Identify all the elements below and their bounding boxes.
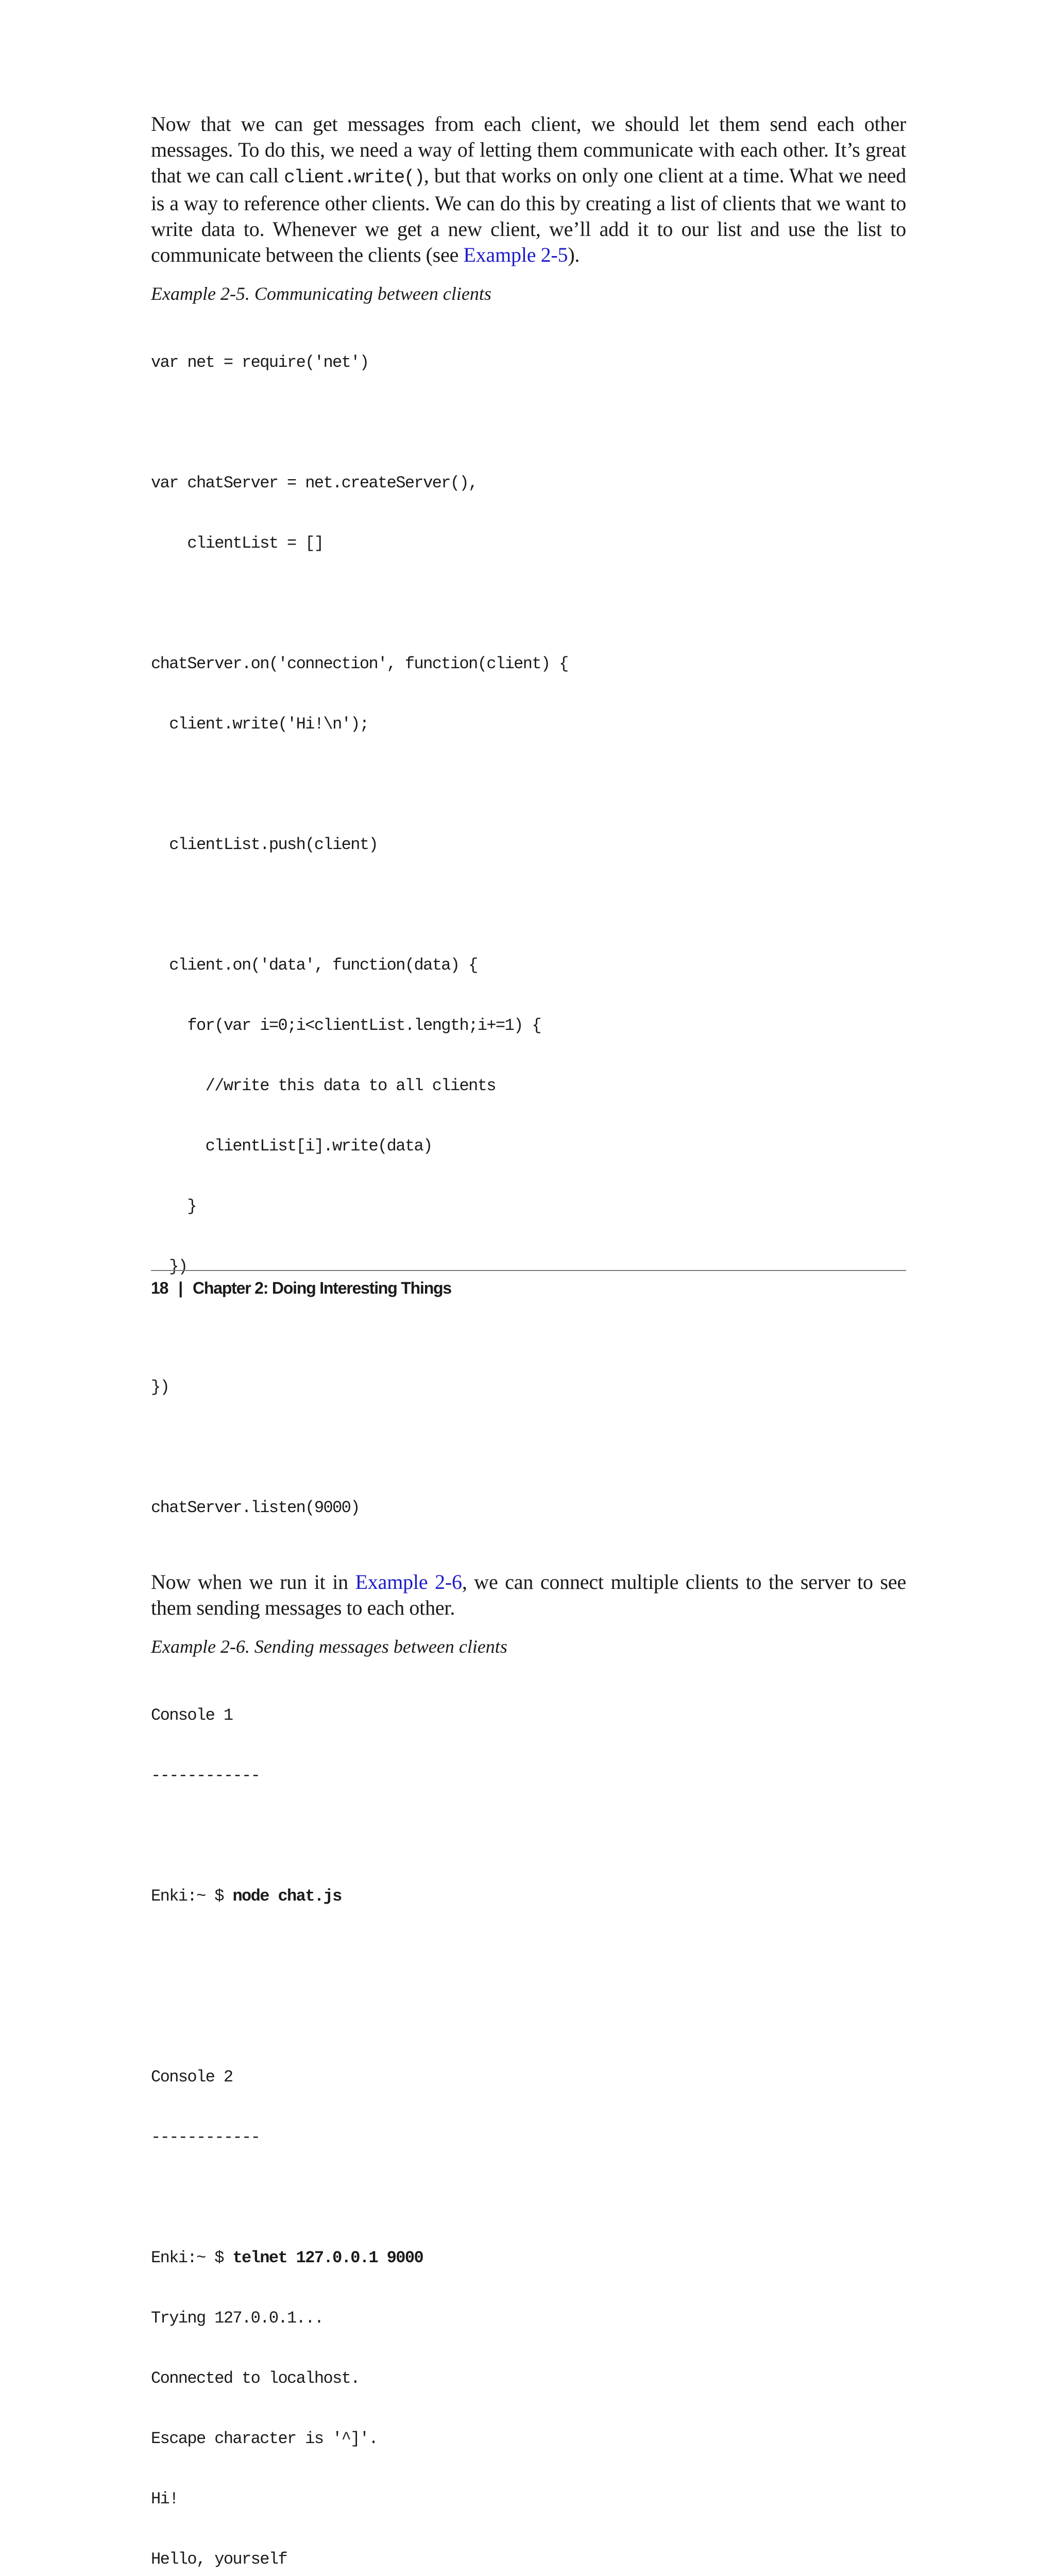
- code-line: var net = require('net'): [151, 353, 369, 372]
- code-line: [151, 1437, 906, 1458]
- code-line: }): [151, 1257, 188, 1276]
- middle-text-2: , we can connect multiple clients to the server to see them sending messages to each other.: [151, 1570, 906, 1619]
- console-output-line: Hi!: [151, 2489, 178, 2509]
- code-line: [151, 413, 906, 433]
- link-example-2-6[interactable]: Example 2-6: [355, 1570, 462, 1594]
- middle-paragraph: [151, 1569, 906, 1621]
- page-content: [151, 111, 906, 2576]
- example-2-6-console: [151, 1665, 906, 2576]
- console-output-line: Escape character is '^]'.: [151, 2429, 378, 2448]
- intro-text-2: , but that works on only one client at a time. What we need is a way to reference other clients. We can do this by creating a list of clients that we want to write data to. Whenever we get a new client, we’ll add it to our list and use the list to communicate between the clients (see: [151, 164, 907, 266]
- code-line: }: [151, 1197, 197, 1216]
- code-line: client.write('Hi!\n');: [151, 715, 369, 734]
- code-line: }): [151, 1378, 169, 1397]
- console-1-prompt: Enki:~ $: [151, 1887, 233, 1906]
- middle-text-1: Now when we run it in: [151, 1570, 355, 1594]
- console-1-title: Console 1: [151, 1706, 233, 1725]
- example-2-6-caption: Example 2-6. Sending messages between clients: [151, 1636, 507, 1657]
- footer-separator: |: [178, 1279, 182, 1297]
- code-line: client.on('data', function(data) {: [151, 956, 478, 975]
- code-line: var chatServer = net.createServer(),: [151, 473, 478, 493]
- inline-code-client-write: client.write(): [284, 167, 424, 188]
- intro-text-3: ).: [568, 243, 580, 266]
- console-2-command-line: [151, 2248, 906, 2268]
- console-2-rule: ------------: [151, 2128, 260, 2147]
- page-footer: [151, 1278, 451, 1298]
- code-line: [151, 895, 906, 915]
- blank-line: [151, 2188, 906, 2208]
- code-line: clientList.push(client): [151, 835, 378, 854]
- example-2-5-code: [151, 312, 906, 1558]
- code-line: //write this data to all clients: [151, 1076, 496, 1095]
- console-output-line: Connected to localhost.: [151, 2369, 360, 2388]
- example-2-5-caption: Example 2-5. Communicating between clients: [151, 283, 491, 304]
- blank-line: [151, 1826, 906, 1846]
- code-line: clientList = []: [151, 534, 324, 553]
- intro-paragraph: [151, 111, 906, 268]
- code-line: chatServer.listen(9000): [151, 1498, 360, 1517]
- blank-line: [151, 1946, 906, 1967]
- code-line: for(var i=0;i<clientList.length;i+=1) {: [151, 1016, 541, 1035]
- console-2-command: telnet 127.0.0.1 9000: [232, 2248, 423, 2267]
- blank-line: [151, 2007, 906, 2027]
- footer-divider: [151, 1270, 906, 1271]
- code-line: chatServer.on('connection', function(client) {: [151, 654, 568, 673]
- console-2-title: Console 2: [151, 2067, 233, 2087]
- link-example-2-5[interactable]: Example 2-5: [463, 243, 568, 266]
- page-number: 18: [151, 1279, 168, 1297]
- console-output-line: Hello, yourself: [151, 2550, 287, 2569]
- code-line: [151, 774, 906, 794]
- console-1-rule: ------------: [151, 1766, 260, 1785]
- code-line: [151, 594, 906, 614]
- console-output-line: Trying 127.0.0.1...: [151, 2309, 324, 2328]
- intro-text-1: Now that we can get messages from each client, we should let them send each other messages. To do this, we need a way of letting them communicate with each other. It’s great that we can call: [151, 112, 906, 187]
- chapter-title: Chapter 2: Doing Interesting Things: [192, 1279, 451, 1297]
- console-1-command: node chat.js: [232, 1887, 342, 1906]
- console-2-prompt: Enki:~ $: [151, 2248, 233, 2267]
- code-line: [151, 1317, 906, 1337]
- console-1-command-line: [151, 1886, 906, 1906]
- code-line: clientList[i].write(data): [151, 1137, 432, 1156]
